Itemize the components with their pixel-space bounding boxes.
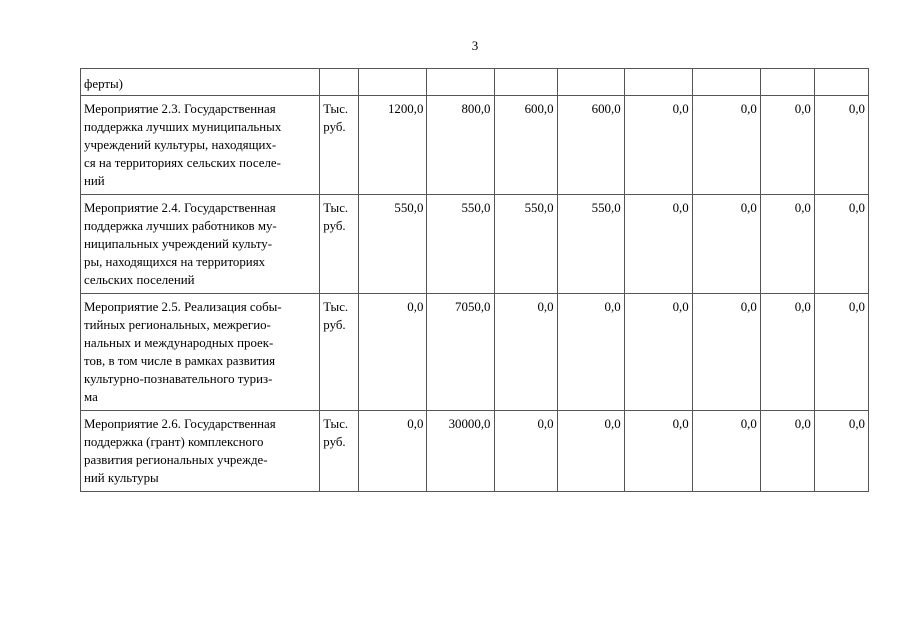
value-cell: 0,0 [557, 294, 624, 411]
value-cell: 550,0 [427, 195, 494, 294]
activity-name-cell [81, 411, 320, 492]
activity-name-line: сельских поселений [84, 273, 195, 287]
activity-name-line: Мероприятие 2.4. Государственная [84, 201, 276, 215]
activity-name-line: ний культуры [84, 471, 159, 485]
value-cell: 0,0 [359, 411, 427, 492]
value-cell: 0,0 [692, 294, 760, 411]
value-cell: 0,0 [624, 411, 692, 492]
value-cell [760, 69, 814, 96]
activity-name-cell [81, 195, 320, 294]
activity-name-line: Мероприятие 2.3. Государственная [84, 102, 276, 116]
value-cell: 0,0 [494, 294, 557, 411]
table-row-activity-2-5 [81, 294, 869, 411]
budget-table [80, 68, 869, 492]
value-cell: 550,0 [359, 195, 427, 294]
unit-cell [320, 69, 359, 96]
value-cell: 0,0 [359, 294, 427, 411]
unit-line: Тыс. [323, 102, 349, 116]
activity-name-line: тийных региональных, межрегио- [84, 318, 271, 332]
unit-line: руб. [323, 219, 346, 233]
activity-name-line: культурно-познавательного туриз- [84, 372, 273, 386]
activity-name-line: нальных и международных проек- [84, 336, 274, 350]
activity-name-line: ниципальных учреждений культу- [84, 237, 273, 251]
unit-line: руб. [323, 318, 346, 332]
table-row-activity-2-6 [81, 411, 869, 492]
activity-name-line: поддержка (грант) комплексного [84, 435, 264, 449]
value-cell: 600,0 [494, 96, 557, 195]
value-cell: 0,0 [692, 195, 760, 294]
unit-cell [320, 96, 359, 195]
value-cell [692, 69, 760, 96]
value-cell [624, 69, 692, 96]
activity-name-line: Мероприятие 2.5. Реализация собы- [84, 300, 282, 314]
value-cell: 0,0 [814, 195, 868, 294]
value-cell: 0,0 [760, 294, 814, 411]
value-cell: 0,0 [814, 294, 868, 411]
table-row-activity-2-4 [81, 195, 869, 294]
activity-name-cell [81, 294, 320, 411]
value-cell [557, 69, 624, 96]
value-cell: 0,0 [624, 195, 692, 294]
unit-line: Тыс. [323, 417, 349, 431]
value-cell: 0,0 [760, 96, 814, 195]
value-cell: 0,0 [760, 195, 814, 294]
value-cell: 0,0 [624, 294, 692, 411]
unit-line: Тыс. [323, 201, 349, 215]
value-cell: 0,0 [692, 96, 760, 195]
activity-name-line: ся на территориях сельских поселе- [84, 156, 281, 170]
activity-name-cell [81, 96, 320, 195]
activity-name-line: ферты) [84, 77, 123, 91]
unit-cell [320, 411, 359, 492]
value-cell [427, 69, 494, 96]
value-cell: 30000,0 [427, 411, 494, 492]
unit-cell [320, 195, 359, 294]
activity-name-line: Мероприятие 2.6. Государственная [84, 417, 276, 431]
value-cell: 0,0 [814, 411, 868, 492]
value-cell: 7050,0 [427, 294, 494, 411]
activity-name-cell [81, 69, 320, 96]
activity-name-line: ний [84, 174, 105, 188]
table-row-activity-2-3 [81, 96, 869, 195]
activity-name-line: тов, в том числе в рамках развития [84, 354, 276, 368]
value-cell: 550,0 [494, 195, 557, 294]
value-cell: 600,0 [557, 96, 624, 195]
value-cell [359, 69, 427, 96]
value-cell: 0,0 [494, 411, 557, 492]
table-row-continuation [81, 69, 869, 96]
activity-name-line: ма [84, 390, 98, 404]
activity-name-line: поддержка лучших работников му- [84, 219, 277, 233]
value-cell: 0,0 [557, 411, 624, 492]
value-cell: 0,0 [814, 96, 868, 195]
value-cell: 1200,0 [359, 96, 427, 195]
unit-cell [320, 294, 359, 411]
value-cell: 800,0 [427, 96, 494, 195]
value-cell: 550,0 [557, 195, 624, 294]
activity-name-line: поддержка лучших муниципальных [84, 120, 282, 134]
value-cell [494, 69, 557, 96]
activity-name-line: учреждений культуры, находящих- [84, 138, 277, 152]
value-cell: 0,0 [624, 96, 692, 195]
value-cell: 0,0 [760, 411, 814, 492]
activity-name-line: ры, находящихся на территориях [84, 255, 266, 269]
unit-line: руб. [323, 120, 346, 134]
value-cell [814, 69, 868, 96]
unit-line: руб. [323, 435, 346, 449]
activity-name-line: развития региональных учрежде- [84, 453, 268, 467]
page-number: 3 [471, 38, 479, 53]
unit-line: Тыс. [323, 300, 349, 314]
value-cell: 0,0 [692, 411, 760, 492]
